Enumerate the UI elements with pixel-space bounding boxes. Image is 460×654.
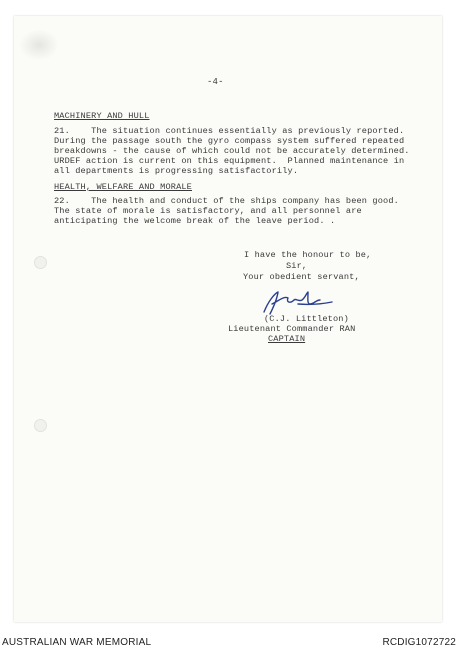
paragraph-21-line-5: all departments is progressing satisfactorily. — [54, 166, 299, 176]
signature-stroke — [264, 292, 332, 314]
paragraph-22-line-1: 22. The health and conduct of the ships company has been good. — [54, 196, 399, 206]
closing-salutation: Sir, — [286, 261, 308, 271]
section-heading-health: HEALTH, WELFARE AND MORALE — [54, 182, 192, 192]
closing-honour: I have the honour to be, — [244, 250, 372, 260]
signatory-name: (C.J. Littleton) — [264, 314, 349, 324]
closing-servant: Your obedient servant, — [243, 272, 360, 282]
signatory-rank: Lieutenant Commander RAN — [228, 324, 356, 334]
paragraph-22-line-2: The state of morale is satisfactory, and all personnel are — [54, 206, 362, 216]
paragraph-21-line-1: 21. The situation continues essentially as previously reported. — [54, 126, 405, 136]
paragraph-21-line-2: During the passage south the gyro compass system suffered repeated — [54, 136, 405, 146]
punch-hole — [34, 256, 47, 269]
paper-stain — [20, 30, 58, 60]
page-number: -4- — [207, 77, 224, 87]
footer-institution: AUSTRALIAN WAR MEMORIAL — [2, 637, 152, 648]
paragraph-21-line-4: URDEF action is current on this equipment. Planned maintenance in — [54, 156, 405, 166]
paragraph-22-line-3: anticipating the welcome break of the leave period. . — [54, 216, 336, 226]
document-page — [14, 16, 442, 622]
footer-record-id: RCDIG1072722 — [382, 637, 456, 648]
signatory-title: CAPTAIN — [268, 334, 306, 344]
section-heading-machinery: MACHINERY AND HULL — [54, 111, 150, 121]
paragraph-21-line-3: breakdowns - the cause of which could not be accurately determined. — [54, 146, 410, 156]
punch-hole — [34, 419, 47, 432]
